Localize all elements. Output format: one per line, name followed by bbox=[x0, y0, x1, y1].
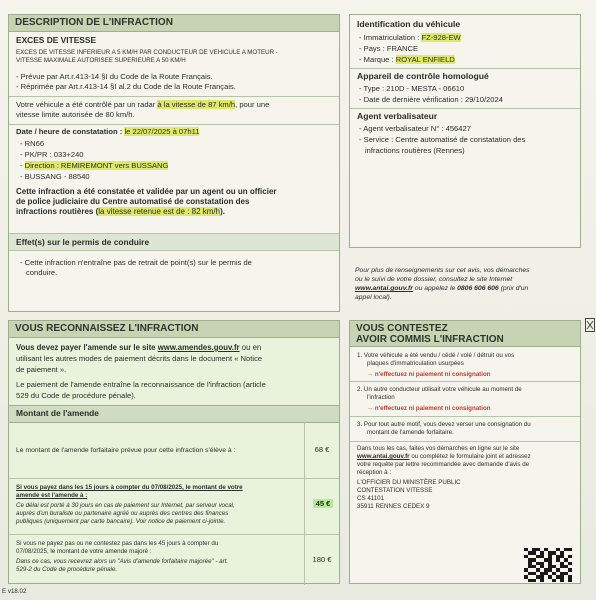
effets-line1: - Cette infraction n'entraîne pas de retrait de point(s) sur le permis de bbox=[20, 258, 252, 267]
amendes-link[interactable]: www.amendes.gouv.fr bbox=[157, 343, 240, 352]
effets-title: Effet(s) sur le permis de conduire bbox=[16, 237, 150, 247]
constat-line2: de police judiciaire du Centre automatisé de constatation des bbox=[16, 197, 250, 206]
address-line3: CS 41101 bbox=[357, 495, 385, 502]
address-line2: CONTESTATION VITESSE bbox=[357, 487, 433, 494]
contestez-title-line1: VOUS CONTESTEZ bbox=[356, 323, 448, 334]
device-title: Appareil de contrôle homologué bbox=[357, 71, 489, 81]
measured-speed: à la vitesse de 87 km/h bbox=[157, 100, 236, 109]
case1-line2: plaques d'immatriculation usurpées bbox=[367, 360, 464, 367]
pay-line3: de paiement ». bbox=[16, 365, 67, 374]
info-line4: appel local). bbox=[355, 294, 392, 301]
case3-line1: 3. Pour tout autre motif, vous devez verser une consignation du bbox=[357, 421, 531, 428]
location-road: - RN66 bbox=[20, 139, 45, 148]
location-direction: - Direction : REMIREMONT vers BUSSANG bbox=[20, 161, 169, 170]
fee-row2-line1: Si vous payez dans les 15 jours à compter du 07/08/2025, le montant de votre bbox=[16, 484, 243, 491]
recon-line1: Le paiement de l'amende entraîne la reconnaissance de l'infraction (article bbox=[16, 380, 266, 389]
device-type: - Type : 210D - MESTA - 06610 bbox=[359, 84, 465, 93]
scissors-icon bbox=[585, 318, 595, 332]
location-pk: - PK/PR : 033+240 bbox=[20, 150, 84, 159]
demarches-line1: Dans tous les cas, faites vos démarches en ligne sur le site bbox=[357, 445, 520, 452]
fee-table bbox=[9, 422, 339, 585]
pay-line2: utilisant les autres modes de paiement décrits dans le document « Notice bbox=[16, 354, 263, 363]
retained-speed: la vitesse retenue est de : 82 km/h bbox=[98, 207, 221, 216]
effets-line2: conduire. bbox=[26, 268, 58, 277]
demarches-line3: votre requête par lettre recommandée avec demande d'avis de bbox=[357, 461, 530, 468]
fee-row2-line2: amende est l'amende à : bbox=[16, 492, 88, 499]
date-value: le 22/07/2025 à 07h11 bbox=[124, 127, 200, 136]
demarches-line4: réception à : bbox=[357, 469, 392, 476]
date-label: Date / heure de constatation : le 22/07/2025 à 07h11 bbox=[16, 127, 200, 136]
demarches-line2: www.antai.gouv.fr ou complétez le formulaire joint et adressez bbox=[357, 453, 531, 460]
reconnaissez-header: VOUS RECONNAISSEZ L'INFRACTION bbox=[9, 321, 339, 338]
contestez-header bbox=[350, 321, 580, 347]
fee-row3-line1: Si vous ne payez pas ou ne contestez pas dans les 45 jours à compter du bbox=[16, 540, 219, 547]
info-line2: ou le suivi de votre dossier, consultez le site Internet bbox=[355, 276, 513, 283]
version-code: E v18.02 bbox=[2, 588, 27, 595]
prevue-text: - Prévue par Art.r.413-14 §I du Code de la Route Français. bbox=[16, 72, 213, 81]
reconnaissez-panel bbox=[8, 320, 340, 584]
qr-code-icon bbox=[524, 548, 572, 582]
antai-link[interactable]: www.antai.gouv.fr bbox=[355, 285, 413, 292]
case2-warning: → n'effectuez ni paiement ni consignation bbox=[367, 405, 491, 412]
reprimee-text: - Réprimée par Art.r.413-14 §I al.2 du Code de la Route Français. bbox=[16, 82, 236, 91]
plate-number: FZ-928-EW bbox=[421, 33, 461, 42]
fee-row3-line2: 07/08/2025, le montant de votre amende majoré : bbox=[16, 548, 152, 555]
vehicle-panel bbox=[349, 14, 581, 248]
case3-line2: montant de l'amende forfaitaire. bbox=[367, 429, 454, 436]
infraction-desc-line2: VITESSE MAXIMALE AUTORISEE SUPERIEURE A 50 KM/H bbox=[16, 57, 186, 64]
description-header: DESCRIPTION DE L'INFRACTION bbox=[9, 15, 339, 32]
fee-row3-line4: 529-2 du Code de procédure pénale. bbox=[16, 566, 118, 573]
fee-row2-line3: Ce délai est porté à 30 jours en cas de paiement sur Internet, par serveur vocal, bbox=[16, 502, 235, 509]
constat-line3: infractions routières (la vitesse retenue est de : 82 km/h). bbox=[16, 207, 225, 216]
fee-row2-price: 45 € bbox=[313, 499, 333, 508]
case2-line1: 2. Un autre conducteur utilisait votre véhicule au moment de bbox=[357, 386, 522, 393]
fee-row1-price: 68 € bbox=[314, 445, 330, 454]
service-line2: infractions routières (Rennes) bbox=[365, 146, 465, 155]
radar-sentence: Votre véhicule a été contrôlé par un radar à la vitesse de 87 km/h, pour une bbox=[16, 100, 270, 109]
fee-row1-text: Le montant de l'amende forfaitaire prévue pour cette infraction s'élève à : bbox=[16, 447, 236, 454]
contestez-title-line2: AVOIR COMMIS L'INFRACTION bbox=[356, 334, 504, 345]
brand: - Marque : ROYAL ENFIELD bbox=[359, 55, 455, 64]
speed-limit-text: vitesse limite autorisée de 80 km/h. bbox=[16, 110, 135, 119]
info-line1: Pour plus de renseignements sur cet avis, vos démarches bbox=[355, 267, 530, 274]
fee-row2-line4: auprès d'un buraliste ou partenaire agréé ou auprès des centres des finances bbox=[16, 510, 229, 517]
fee-row3-price: 180 € bbox=[312, 555, 332, 564]
infraction-title: EXCES DE VITESSE bbox=[16, 35, 97, 45]
case1-warning: → n'effectuez ni paiement ni consignation bbox=[367, 371, 491, 378]
brand-value: ROYAL ENFIELD bbox=[395, 55, 455, 64]
case1-line1: 1. Votre véhicule a été vendu / cédé / volé / détruit ou vos bbox=[357, 352, 515, 359]
description-panel bbox=[8, 14, 340, 312]
location-city: - BUSSANG - 88540 bbox=[20, 172, 90, 181]
service-line1: - Service : Centre automatisé de constatation des bbox=[359, 135, 526, 144]
fee-row3-line3: Dans ce cas, vous recevrez alors un "Avis d'amende forfaitaire majorée" - art. bbox=[16, 558, 229, 565]
antai-link-contest[interactable]: www.antai.gouv.fr bbox=[357, 453, 410, 460]
case2-line2: l'infraction bbox=[367, 394, 395, 401]
info-line3: www.antai.gouv.fr ou appelez le 0806 606 606 (prix d'un bbox=[355, 285, 529, 292]
phone-number: 0806 606 606 bbox=[457, 285, 499, 292]
agent-number: - Agent verbalisateur N° : 456427 bbox=[359, 124, 471, 133]
constat-line1: Cette infraction a été constatée et validée par un agent ou un officier bbox=[16, 187, 277, 196]
address-line4: 35911 RENNES CEDEX 9 bbox=[357, 503, 430, 510]
country: - Pays : FRANCE bbox=[359, 44, 419, 53]
infraction-desc-line1: EXCES DE VITESSE INFERIEUR A 5 KM/H PAR CONDUCTEUR DE VEHICULE A MOTEUR - bbox=[16, 49, 278, 56]
contestez-panel bbox=[349, 320, 581, 584]
device-verification: - Date de dernière vérification : 29/10/2024 bbox=[359, 95, 503, 104]
immatriculation: - Immatriculation : FZ-928-EW bbox=[359, 33, 461, 42]
pay-line1: Vous devez payer l'amende sur le site www.amendes.gouv.fr ou en bbox=[16, 343, 262, 352]
recon-line2: 529 du Code de procédure pénale). bbox=[16, 391, 136, 400]
vehicle-id-title: Identification du véhicule bbox=[357, 19, 461, 29]
address-line1: L'OFFICIER DU MINISTÈRE PUBLIC bbox=[357, 479, 461, 486]
fee-row2-line5: publiques (uniquement par carte bancaire). Voir notice de paiement ci-jointe. bbox=[16, 518, 226, 525]
montant-title: Montant de l'amende bbox=[16, 408, 99, 418]
agent-title: Agent verbalisateur bbox=[357, 111, 438, 121]
